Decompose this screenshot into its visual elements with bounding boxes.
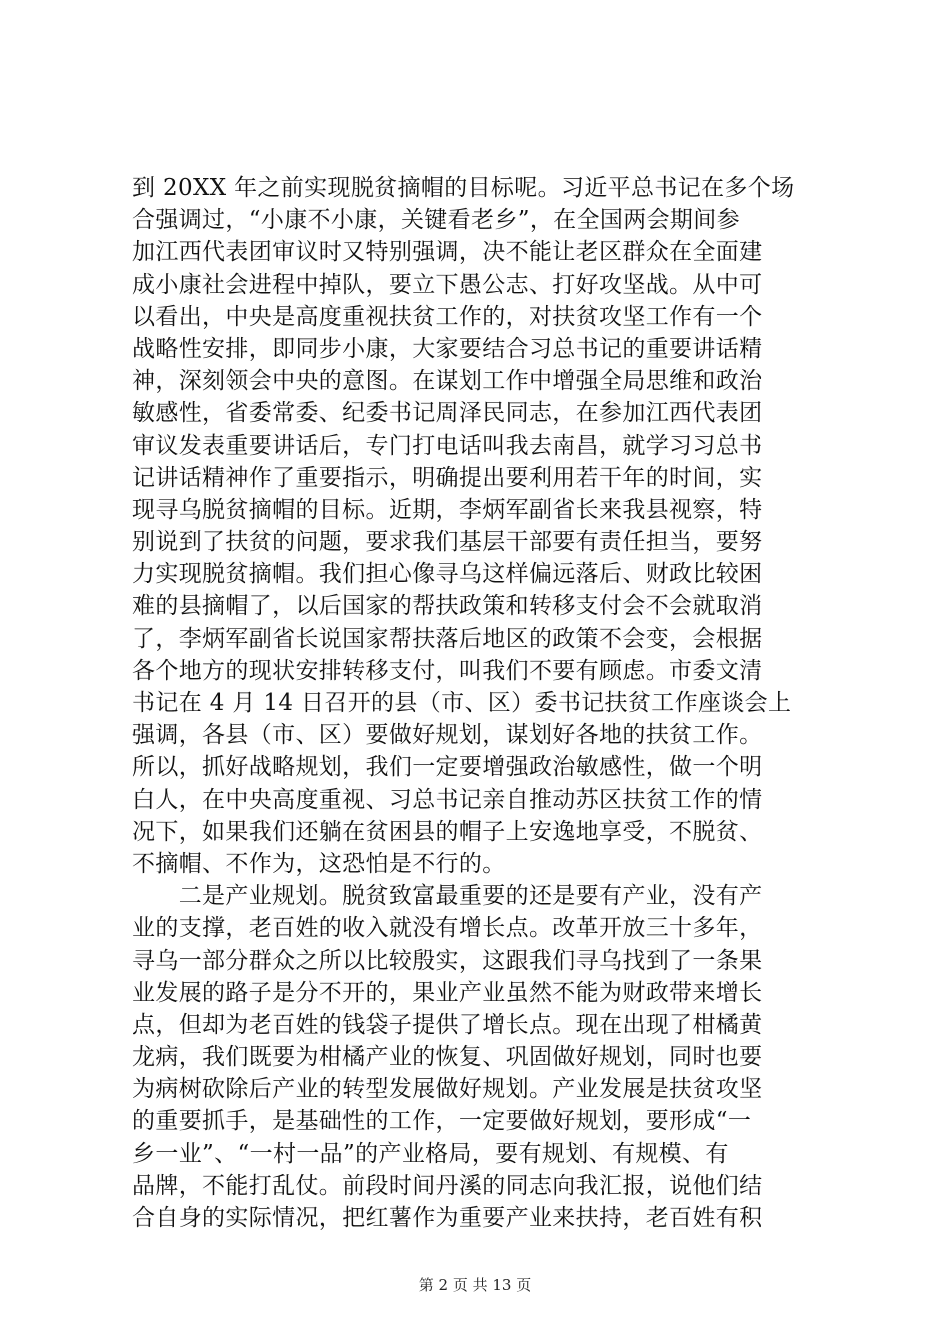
text-line: 龙病，我们既要为柑橘产业的恢复、巩固做好规划，同时也要 [132,1044,763,1071]
text-line: 合强调过，“小康不小康，关键看老乡”，在全国两会期间参 [132,207,740,234]
body-text [132,172,828,1234]
text-line: 敏感性，省委常委、纪委书记周泽民同志，在参加江西代表团 [132,400,763,427]
text-line: 难的县摘帽了，以后国家的帮扶政策和转移支付会不会就取消 [132,593,763,620]
text-line: 战略性安排，即同步小康，大家要结合习总书记的重要讲话精 [132,335,763,362]
text-line: 各个地方的现状安排转移支付，叫我们不要有顾虑。市委文清 [132,657,763,684]
text-line: 力实现脱贫摘帽。我们担心像寻乌这样偏远落后、财政比较困 [132,561,763,588]
text-line: 以看出，中央是高度重视扶贫工作的，对扶贫攻坚工作有一个 [132,303,763,330]
text-line: 合自身的实际情况，把红薯作为重要产业来扶持，老百姓有积 [132,1205,763,1231]
text-line: 白人，在中央高度重视、习总书记亲自推动苏区扶贫工作的情 [132,786,763,813]
paragraph-start-line: 二是产业规划。脱贫致富最重要的还是要有产业，没有产 [132,883,763,910]
text-line: 业的支撑，老百姓的收入就没有增长点。改革开放三十多年， [132,915,763,942]
text-line: 寻乌一部分群众之所以比较殷实，这跟我们寻乌找到了一条果 [132,947,763,974]
text-line: 为病树砍除后产业的转型发展做好规划。产业发展是扶贫攻坚 [132,1076,763,1103]
text-line: 审议发表重要讲话后，专门打电话叫我去南昌，就学习习总书 [132,432,763,459]
page-number: 第 2 页 共 13 页 [418,1276,532,1294]
text-line: 强调，各县（市、区）要做好规划，谋划好各地的扶贫工作。 [132,722,763,749]
text-line: 的重要抓手，是基础性的工作，一定要做好规划，要形成“一 [132,1108,752,1135]
text-line: 别说到了扶贫的问题，要求我们基层干部要有责任担当，要努 [132,529,763,556]
text-line: 所以，抓好战略规划，我们一定要增强政治敏感性，做一个明 [132,754,763,781]
text-line: 记讲话精神作了重要指示，明确提出要利用若干年的时间，实 [132,464,763,491]
page-footer [0,1275,950,1295]
text-line: 了，李炳军副省长说国家帮扶落后地区的政策不会变，会根据 [132,625,763,652]
text-line: 加江西代表团审议时又特别强调，决不能让老区群众在全面建 [132,239,763,266]
text-line: 品牌，不能打乱仗。前段时间丹溪的同志向我汇报，说他们结 [132,1172,763,1199]
text-line: 点，但却为老百姓的钱袋子提供了增长点。现在出现了柑橘黄 [132,1011,763,1038]
text-line: 现寻乌脱贫摘帽的目标。近期，李炳军副省长来我县视察，特 [132,496,763,523]
text-line: 成小康社会进程中掉队，要立下愚公志、打好攻坚战。从中可 [132,271,763,298]
text-line: 书记在 4 月 14 日召开的县（市、区）委书记扶贫工作座谈会上 [132,690,792,716]
text-line: 不摘帽、不作为，这恐怕是不行的。 [132,850,506,877]
text-line: 到 20XX 年之前实现脱贫摘帽的目标呢。习近平总书记在多个场 [132,175,795,201]
text-line: 乡一业”、“一村一品”的产业格局，要有规划、有规模、有 [132,1140,729,1167]
text-line: 业发展的路子是分不开的，果业产业虽然不能为财政带来增长 [132,979,763,1006]
text-line: 神，深刻领会中央的意图。在谋划工作中增强全局思维和政治 [132,368,763,395]
text-line: 况下，如果我们还躺在贫困县的帽子上安逸地享受，不脱贫、 [132,818,763,845]
